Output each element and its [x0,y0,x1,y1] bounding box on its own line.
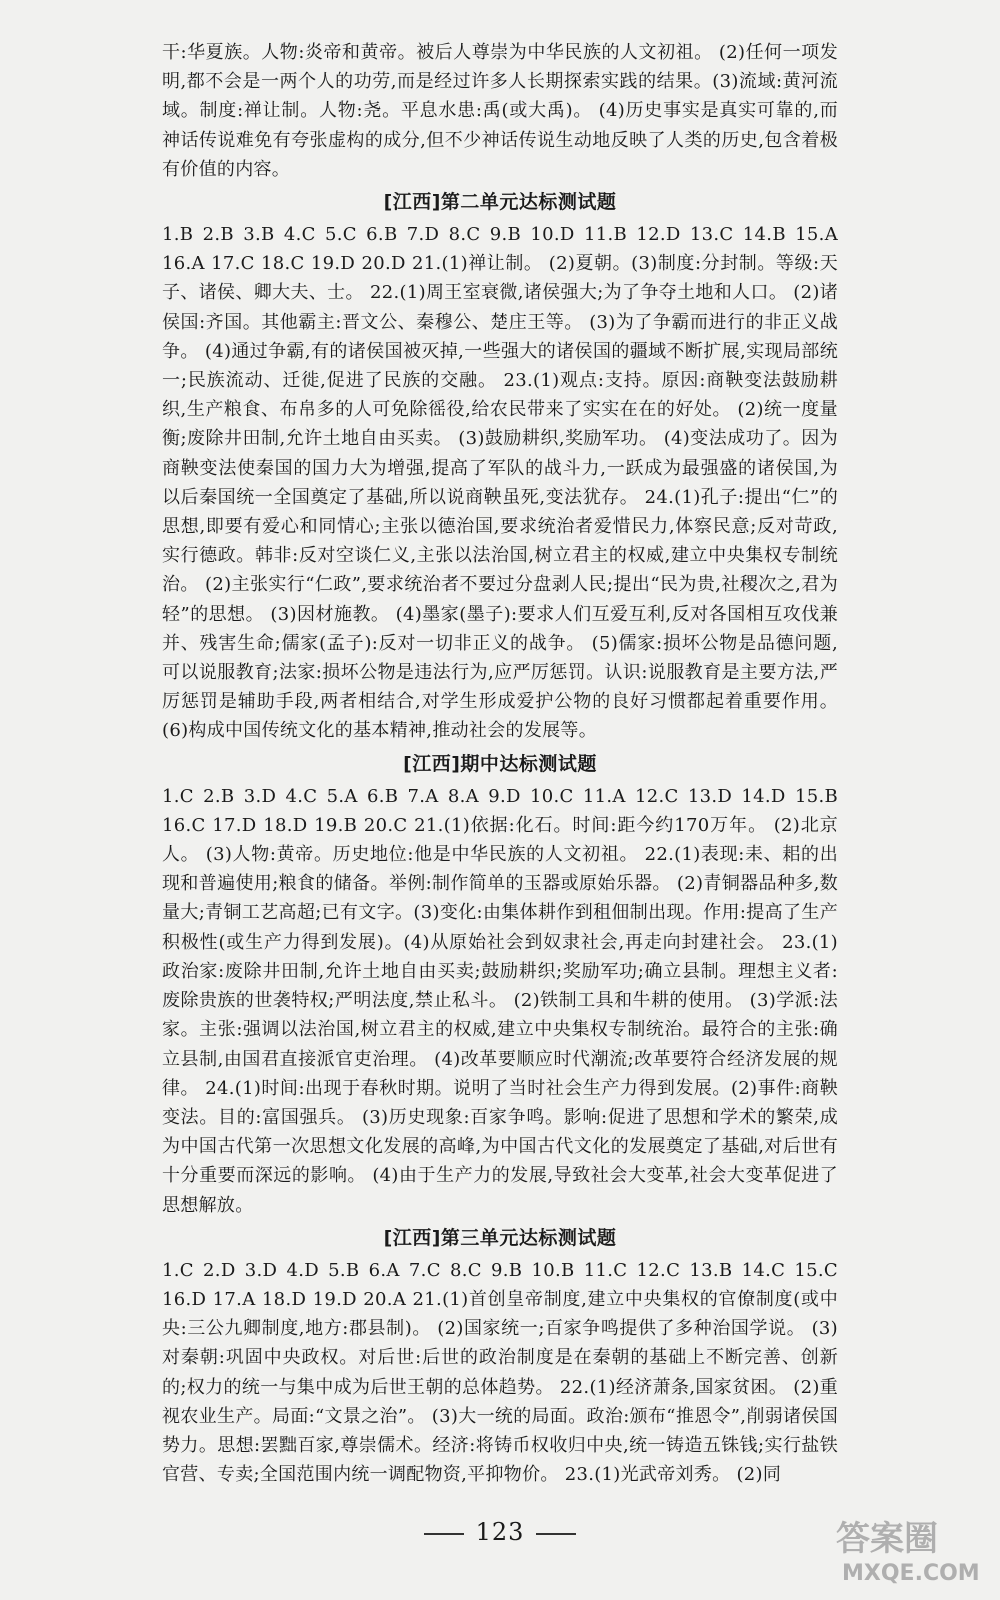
footer-dash-right [536,1533,576,1535]
page-content [162,38,838,1489]
answer-block-midterm: 1.C 2.B 3.D 4.C 5.A 6.B 7.A 8.A 9.D 10.C 11.A 12.C 13.D 14.D 15.B 16.C 17.D 18.D 19.B 20.C 21.(1)依据:化石。时间:距今约170万年。 (2)北京人。 (3)人物:黄帝。历史地位:他是中华民族的人文初祖。 22.(1)表现:耒、耜的出现和普遍使用;粮食的储备。举例:制作简单的玉器或原始乐器。 (2)青铜器品种多,数量大;青铜工艺高超;已有文字。(3)变化:由集体耕作到租佃制出现。作用:提高了生产积极性(或生产力得到发展)。(4)从原始社会到奴隶社会,再走向封建社会。 23.(1)政治家:废除井田制,允许土地自由买卖;鼓励耕织;奖励军功;确立县制。理想主义者:废除贵族的世袭特权;严明法度,禁止私斗。 (2)铁制工具和牛耕的使用。 (3)学派:法家。主张:强调以法治国,树立君主的权威,建立中央集权专制统治。最符合的主张:确立县制,由国君直接派官吏治理。 (4)改革要顺应时代潮流;改革要符合经济发展的规律。 24.(1)时间:出现于春秋时期。说明了当时社会生产力得到发展。(2)事件:商鞅变法。目的:富国强兵。 (3)历史现象:百家争鸣。影响:促进了思想和学术的繁荣,成为中国古代第一次思想文化发展的高峰,为中国古代文化的发展奠定了基础,对后世有十分重要而深远的影响。 (4)由于生产力的发展,导致社会大变革,社会大变革促进了思想解放。 [162,785,838,1216]
watermark-cn-text: 答案圈 [836,1519,938,1559]
answer-block-unit1-end: 干:华夏族。人物:炎帝和黄帝。被后人尊崇为中华民族的人文初祖。 (2)任何一项发明,都不会是一两个人的功劳,而是经过许多人长期探索实践的结果。(3)流域:黄河流域。制度:禅让制。人物:尧。平息水患:禹(或大禹)。 (4)历史事实是真实可靠的,而神话传说难免有夸张虚构的成分,但不少神话传说生动地反映了人类的历史,包含着极有价值的内容。 [162,42,838,180]
section-heading-midterm: [江西]期中达标测试题 [403,752,597,775]
watermark-logo [832,1508,982,1586]
answer-block-unit2: 1.B 2.B 3.B 4.C 5.C 6.B 7.D 8.C 9.B 10.D 11.B 12.D 13.C 14.B 15.A 16.A 17.C 18.C 19.D 20.D 21.(1)禅让制。 (2)夏朝。(3)制度:分封制。等级:天子、诸侯、卿大夫、士。 22.(1)周王室衰微,诸侯强大;为了争夺土地和人口。 (2)诸侯国:齐国。其他霸主:晋文公、秦穆公、楚庄王等。 (3)为了争霸而进行的非正义战争。 (4)通过争霸,有的诸侯国被灭掉,一些强大的诸侯国的疆域不断扩展,实现局部统一;民族流动、迁徙,促进了民族的交融。 23.(1)观点:支持。原因:商鞅变法鼓励耕织,生产粮食、布帛多的人可免除徭役,给农民带来了实实在在的好处。 (2)统一度量衡;废除井田制,允许土地自由买卖。 (3)鼓励耕织,奖励军功。 (4)变法成功了。因为商鞅变法使秦国的国力大为增强,提高了军队的战斗力,一跃成为最强盛的诸侯国,为以后秦国统一全国奠定了基础,所以说商鞅虽死,变法犹存。 24.(1)孔子:提出“仁”的思想,即要有爱心和同情心;主张以德治国,要求统治者爱惜民力,体察民意;反对苛政,实行德政。韩非:反对空谈仁义,主张以法治国,树立君主的权威,建立中央集权专制统治。 (2)主张实行“仁政”,要求统治者不要过分盘剥人民;提出“民为贵,社稷次之,君为轻”的思想。 (3)因材施教。 (4)墨家(墨子):要求人们互爱互利,反对各国相互攻伐兼并、残害生命;儒家(孟子):反对一切非正义的战争。 (5)儒家:损坏公物是品德问题,可以说服教育;法家:损坏公物是违法行为,应严厉惩罚。认识:说服教育是主要方法,严厉惩罚是辅助手段,两者相结合,对学生形成爱护公物的良好习惯都起着重要作用。 (6)构成中国传统文化的基本精神,推动社会的发展等。 [162,224,838,742]
footer-dash-left [424,1533,464,1535]
section-heading-unit3: [江西]第三单元达标测试题 [383,1226,617,1249]
answer-block-unit3: 1.C 2.D 3.D 4.D 5.B 6.A 7.C 8.C 9.B 10.B 11.C 12.C 13.B 14.C 15.C 16.D 17.A 18.D 19.D 20.A 21.(1)首创皇帝制度,建立中央集权的官僚制度(或中央:三公九卿制度,地方:郡县制)。 (2)国家统一;百家争鸣提供了多种治国学说。 (3)对秦朝:巩固中央政权。对后世:后世的政治制度是在秦朝的基础上不断完善、创新的;权力的统一与集中成为后世王朝的总体趋势。 22.(1)经济萧条,国家贫困。 (2)重视农业生产。局面:“文景之治”。 (3)大一统的局面。政治:颁布“推恩令”,削弱诸侯国势力。思想:罢黜百家,尊崇儒术。经济:将铸币权收归中央,统一铸造五铢钱;实行盐铁官营、专卖;全国范围内统一调配物资,平抑物价。 23.(1)光武帝刘秀。 (2)同 [162,1259,838,1486]
page-number: 123 [475,1518,525,1546]
section-heading-unit2: [江西]第二单元达标测试题 [383,191,617,214]
watermark-en-text: MXQE.COM [842,1561,980,1586]
